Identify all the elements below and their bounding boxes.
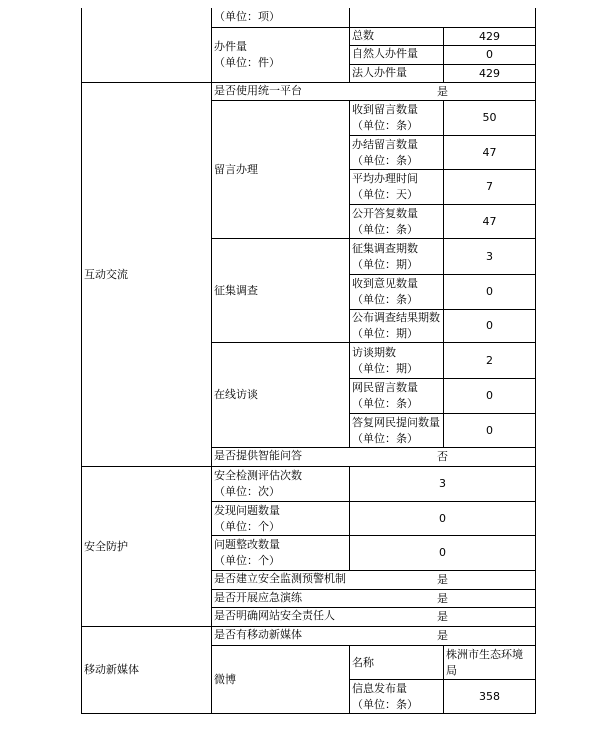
issues-value: 0 xyxy=(439,511,446,525)
posts-value: 358 xyxy=(479,689,500,703)
public-reply-label: 公开答复数量 （单位：条） xyxy=(352,206,418,236)
answers-label: 答复网民提问数量 （单位：条） xyxy=(352,415,440,445)
natural-label: 自然人办件量 xyxy=(352,47,418,60)
drill-value: 是 xyxy=(437,591,448,605)
natural-value: 0 xyxy=(486,48,493,61)
survey-results-value: 0 xyxy=(486,319,493,332)
handling-label: 办件量 xyxy=(214,40,247,53)
avg-time-value: 7 xyxy=(486,180,493,193)
section-media: 移动新媒体 xyxy=(84,663,139,676)
weibo-name-label: 名称 xyxy=(352,655,374,669)
answers-value: 0 xyxy=(486,423,493,437)
responsible-value: 是 xyxy=(437,610,448,623)
survey-label: 征集调查 xyxy=(214,283,258,297)
opinions-value: 0 xyxy=(486,285,493,298)
netizen-messages-label: 网民留言数量 （单位：条） xyxy=(352,381,418,410)
avg-time-label: 平均办理时间 （单位：天） xyxy=(352,172,418,201)
weibo-label: 微博 xyxy=(214,672,236,686)
checks-value: 3 xyxy=(439,477,446,490)
fixed-value: 0 xyxy=(439,546,446,559)
drill-label: 是否开展应急演练 xyxy=(214,591,302,604)
weibo-name-value: 株洲市生态环境 局 xyxy=(446,647,523,677)
section-security: 安全防护 xyxy=(84,539,128,553)
total-value: 429 xyxy=(479,29,500,43)
survey-results-label: 公布调查结果期数 （单位：期） xyxy=(352,311,440,340)
interview-periods-label: 访谈期数 （单位：期） xyxy=(352,345,418,375)
netizen-messages-value: 0 xyxy=(486,389,493,402)
interview-periods-value: 2 xyxy=(486,353,493,367)
fixed-label: 问题整改数量 （单位：个） xyxy=(214,538,280,567)
total-label: 总数 xyxy=(352,29,374,42)
public-reply-value: 47 xyxy=(482,214,497,228)
responsible-label: 是否明确网站安全责任人 xyxy=(214,609,335,622)
received-label: 收到留言数量 （单位：条） xyxy=(352,103,418,132)
issues-label: 发现问题数量 （单位：个） xyxy=(214,503,280,533)
survey-periods-value: 3 xyxy=(486,249,493,263)
handling-unit: （单位：件） xyxy=(214,56,280,69)
interview-label: 在线访谈 xyxy=(214,388,258,401)
platform-label: 是否使用统一平台 xyxy=(214,84,302,97)
handling-volume-label xyxy=(214,28,348,82)
warning-mechanism-label: 是否建立安全监测预警机制 xyxy=(214,572,346,585)
closed-value: 47 xyxy=(482,145,497,159)
mobile-media-label: 是否有移动新媒体 xyxy=(214,628,302,641)
platform-value: 是 xyxy=(437,84,448,98)
posts-label: 信息发布量 （单位：条） xyxy=(352,681,418,711)
smart-qa-value: 否 xyxy=(437,450,448,463)
opinions-label: 收到意见数量 （单位：条） xyxy=(352,277,418,306)
mobile-media-value: 是 xyxy=(437,629,448,642)
section-interaction: 互动交流 xyxy=(84,267,128,281)
survey-periods-label: 征集调查期数 （单位：期） xyxy=(352,241,418,271)
checks-label: 安全检测评估次数 （单位：次） xyxy=(214,469,302,498)
legal-label: 法人办件量 xyxy=(352,66,407,79)
legal-value: 429 xyxy=(479,66,500,80)
message-handling-label: 留言办理 xyxy=(214,162,258,176)
unit-item-text: （单位：项） xyxy=(214,10,280,23)
warning-mechanism-value: 是 xyxy=(437,573,448,586)
smart-qa-label: 是否提供智能问答 xyxy=(214,449,302,462)
closed-label: 办结留言数量 （单位：条） xyxy=(352,137,418,167)
received-value: 50 xyxy=(482,111,497,124)
